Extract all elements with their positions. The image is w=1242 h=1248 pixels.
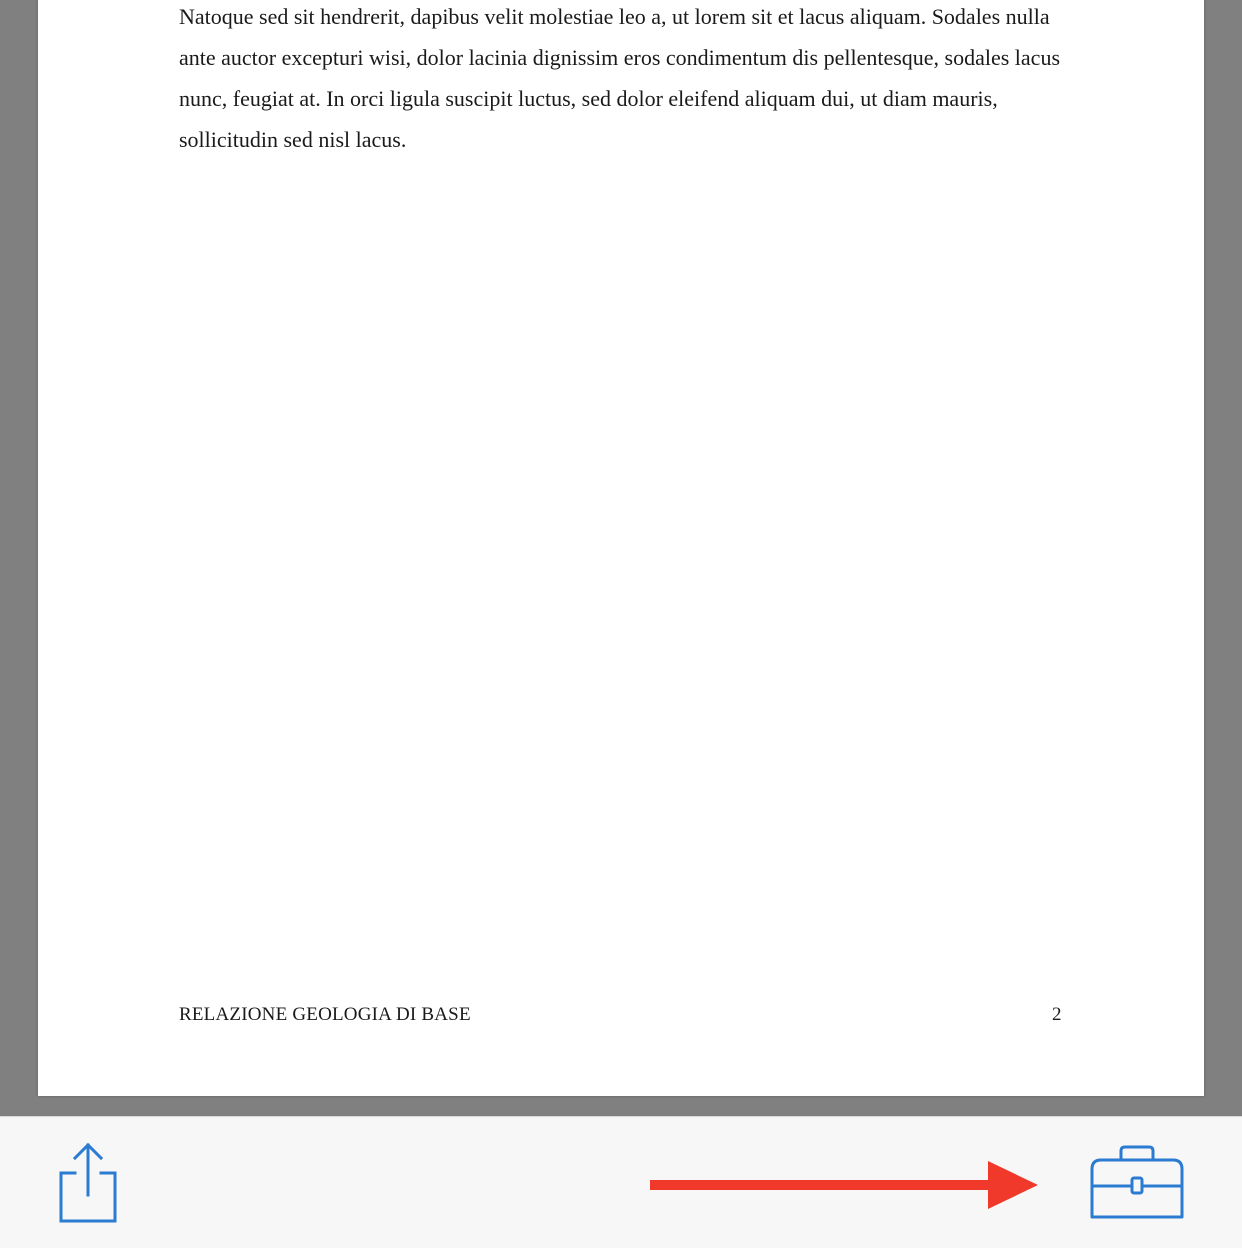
bottom-toolbar xyxy=(0,1116,1242,1248)
share-icon xyxy=(52,1139,124,1229)
page-footer-title: RELAZIONE GEOLOGIA DI BASE xyxy=(179,1004,471,1025)
red-arrow-right-icon xyxy=(648,1157,1040,1213)
page-number: 2 xyxy=(1052,1004,1062,1025)
share-button[interactable] xyxy=(52,1139,124,1229)
tools-button[interactable] xyxy=(1086,1143,1188,1223)
toolbox-icon xyxy=(1086,1143,1188,1223)
document-page xyxy=(38,0,1204,1096)
body-paragraph: Natoque sed sit hendrerit, dapibus velit molestiae leo a, ut lorem sit et lacus aliquam. Sodales nulla ante auctor excepturi wisi, dolor lacinia dignissim eros condimentum dis pellentesque, sodales lacus nunc, feugiat at. In orci ligula suscipit luctus, sed dolor eleifend aliquam dui, ut diam mauris, sollicitudin sed nisl lacus. xyxy=(179,4,1060,152)
